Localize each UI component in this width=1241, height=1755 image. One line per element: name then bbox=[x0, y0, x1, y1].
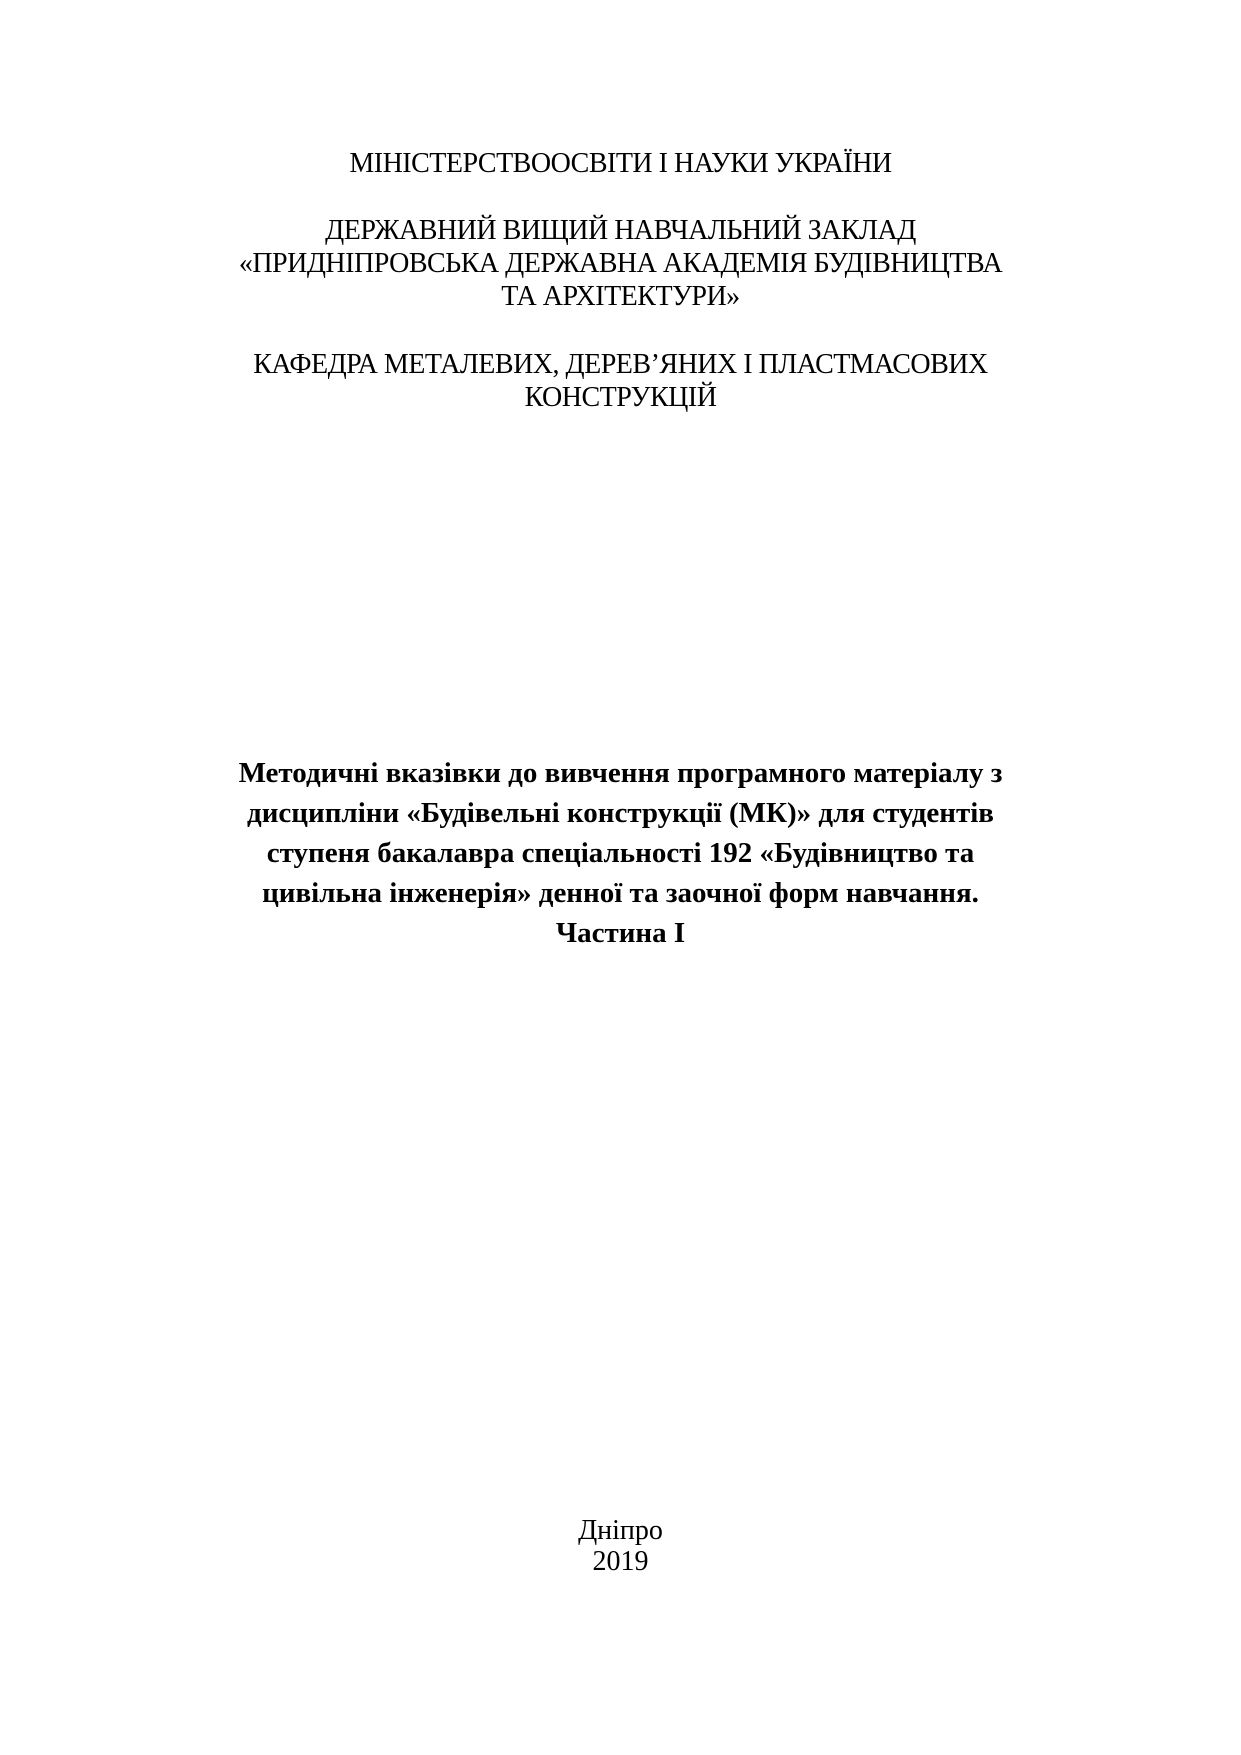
institution-heading bbox=[0, 214, 1241, 313]
publication-year: 2019 bbox=[592, 1546, 649, 1577]
title-line-5: Частина I bbox=[555, 917, 686, 949]
ministry-line: МІНІСТЕРСТВООСВІТИ І НАУКИ УКРАЇНИ bbox=[349, 148, 892, 179]
title-line-2: дисципліни «Будівельні конструкції (МК)» для студентів bbox=[247, 797, 994, 829]
department-line-1: КАФЕДРА МЕТАЛЕВИХ, ДЕРЕВ’ЯНИХ І ПЛАСТМАСОВИХ bbox=[253, 349, 988, 380]
title-line-1: Методичні вказівки до вивчення програмного матеріалу з bbox=[238, 757, 1003, 789]
institution-line-3: ТА АРХІТЕКТУРИ» bbox=[501, 281, 740, 312]
institution-line-2: «ПРИДНІПРОВСЬКА ДЕРЖАВНА АКАДЕМІЯ БУДІВНИЦТВА bbox=[238, 248, 1003, 279]
institution-line-1: ДЕРЖАВНИЙ ВИЩИЙ НАВЧАЛЬНИЙ ЗАКЛАД bbox=[325, 215, 916, 246]
publication-city: Дніпро bbox=[578, 1515, 663, 1546]
department-line-2: КОНСТРУКЦІЙ bbox=[524, 382, 717, 413]
title-line-4: цивільна інженерія» денної та заочної форм навчання. bbox=[262, 877, 979, 909]
publication-footer bbox=[0, 1515, 1241, 1577]
title-line-3: ступеня бакалавра спеціальності 192 «Будівництво та bbox=[266, 837, 975, 869]
document-title bbox=[0, 753, 1241, 953]
ministry-heading bbox=[0, 147, 1241, 180]
department-heading bbox=[0, 348, 1241, 414]
